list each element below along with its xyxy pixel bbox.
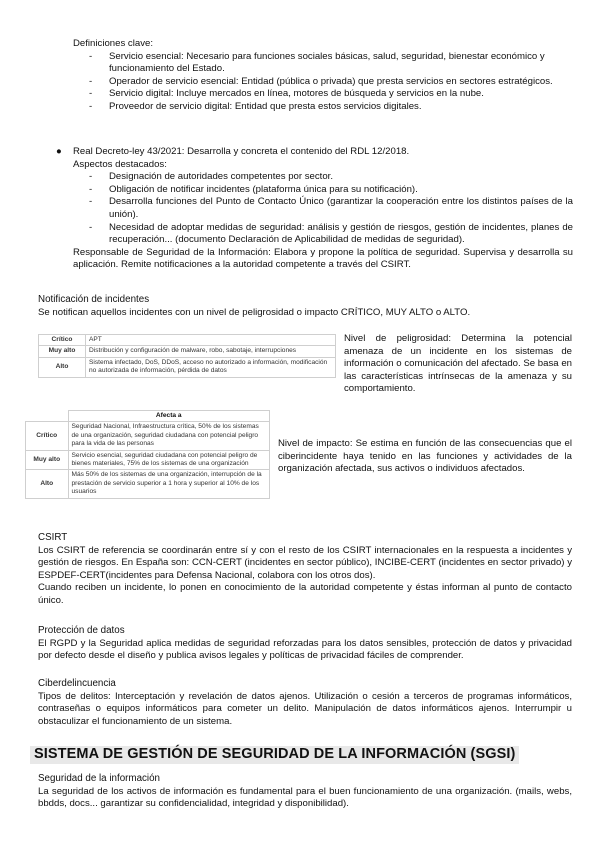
definitions-heading: Definiciones clave: [73,38,153,49]
sgsi-subheading: Seguridad de la información [38,773,160,784]
desc-cell: Sistema infectado, DoS, DDoS, acceso no autorizado a información, modificación no autorizada de información, pérdida de datos [86,357,336,377]
aspects-list [89,171,573,247]
desc-cell: Servicio esencial, seguridad ciudadana con potencial peligro de bienes materiales, 75% de los sistemas de una organización [68,450,270,470]
rdl-block [73,146,573,272]
impact-level-table [25,410,270,499]
dash-icon: - [89,75,93,87]
sgsi-title: SISTEMA DE GESTIÓN DE SEGURIDAD DE LA INFORMACIÓN (SGSI) [30,746,519,764]
list-item: - Proveedor de servicio digital: Entidad que presta estos servicios digitales. [89,100,422,112]
data-protection-text: El RGPD y la Seguridad aplica medidas de seguridad reforzadas para los datos sensibles, protección de datos y privacidad por defecto desde el diseño y publica avisos legales y políticas de privacidad fáciles de comprender. [38,637,572,662]
dash-icon: - [89,88,93,100]
table-row [39,346,336,357]
table-row [26,470,270,498]
csirt-heading: CSIRT [38,532,68,543]
notification-section [38,294,568,319]
definitions-list [89,50,563,114]
danger-level-text: Nivel de peligrosidad: Determina la potencial amenaza de un incidente en los sistemas de información o comunicación del afectado. Se basa en las características intrínsecas de la amenaza y su comportamiento. [344,333,572,395]
sgsi-text: La seguridad de los activos de información es fundamental para el buen funcionamiento de una organización. (mails, webs, bbdds, docs... garantizar su confidencialidad, integridad y disponibilidad). [38,785,572,810]
impact-level-text: Nivel de impacto: Se estima en función de las consecuencias que el ciberincidente haya tenido en las funciones y actividades de la organización afectada, sus activos o individuos afectados. [278,438,572,475]
desc-cell: Distribución y configuración de malware, robo, sabotaje, interrupciones [86,346,336,357]
csirt-paragraph: Cuando reciben un incidente, lo ponen en conocimiento de la autoridad competente y éstas informan al punto de contacto único. [38,582,572,606]
desc-cell: APT [86,335,336,346]
csirt-section [38,532,572,608]
cybercrime-text: Tipos de delitos: Interceptación y revelación de datos ajenos. Utilización o cesión a terceros de programas informáticos, contraseñas o equipos informáticos para cometer un delito. Manipulación de datos informáticos ajenos. Interrumpir u obstaculizar el funcionamiento de un sistema. [38,690,572,727]
notification-heading: Notificación de incidentes [38,294,150,305]
dash-icon: - [89,100,93,112]
list-item: - Obligación de notificar incidentes (plataforma única para su notificación). [89,183,418,195]
data-protection-heading: Protección de datos [38,625,125,636]
list-item: - Necesidad de adoptar medidas de seguridad: análisis y gestión de riesgos, gestión de incidentes, planes de recuperación... (documento Declaración de Aplicabilidad de medidas de seguridad). [89,221,573,246]
cybercrime-heading: Ciberdelincuencia [38,678,116,689]
level-cell: Crítico [39,335,86,346]
bullet-icon: ● [56,146,62,157]
level-cell: Alto [26,470,69,498]
responsable-text: Responsable de Seguridad de la Información: Elabora y propone la política de seguridad. Supervisa y desarrolla su aplicación. Remite notificaciones a la autoridad competente a través del CSIRT. [73,246,573,271]
list-item: - Designación de autoridades competentes por sector. [89,171,333,183]
table-row [26,450,270,470]
danger-level-table [38,334,336,378]
dash-icon: - [89,183,93,195]
rdl-title: Real Decreto-ley 43/2021: Desarrolla y concreta el contenido del RDL 12/2018. [73,146,410,157]
desc-cell: Seguridad Nacional, Infraestructura crítica, 50% de los sistemas de una organización, seguridad ciudadana con potencial peligro para la vida de las personas [68,422,270,450]
dash-icon: - [89,221,93,233]
list-item: - Servicio digital: Incluye mercados en línea, motores de búsqueda y servicios en la nube. [89,88,484,100]
level-cell: Alto [39,357,86,377]
table-row [39,335,336,346]
dash-icon: - [89,171,93,183]
notification-text: Se notifican aquellos incidentes con un nivel de peligrosidad o impacto CRÍTICO, MUY ALTO o ALTO. [38,306,471,318]
sgsi-section [38,773,572,811]
list-item: - Desarrolla funciones del Punto de Contacto Único (garantizar la cooperación entre los distintos países de la unión). [89,196,573,220]
level-cell: Muy alto [39,346,86,357]
dash-icon: - [89,196,93,208]
definitions-block [73,38,563,114]
aspects-heading: Aspectos destacados: [73,158,167,170]
list-item: - Servicio esencial: Necesario para funciones sociales básicas, salud, seguridad, bienestar económico y funcionamiento del Estado. [89,50,545,75]
csirt-paragraph: Los CSIRT de referencia se coordinarán entre sí y con el resto de los CSIRT internacionales en la respuesta a incidentes y gestión de riesgos. En España son: CCN-CERT (incidentes en sector público), INCIBE-CERT (incidentes en sector privado) y ESPDEF-CERT(incidentes para Defensa Nacional, colabora con los otros dos). [38,544,572,581]
list-item: - Operador de servicio esencial: Entidad (pública o privada) que presta servicios en sectores estratégicos. [89,75,553,87]
level-cell: Crítico [26,422,69,450]
table-row [26,411,270,422]
cybercrime-section [38,678,572,728]
level-cell: Muy alto [26,450,69,470]
dash-icon: - [89,50,93,62]
table-header: Afecta a [68,411,270,422]
data-protection-section [38,625,572,663]
desc-cell: Más 50% de los sistemas de una organización, interrupción de la prestación de servicio superior a 1 hora y superior al 10% de los usuarios [68,470,270,498]
table-row [39,357,336,377]
table-row [26,422,270,450]
